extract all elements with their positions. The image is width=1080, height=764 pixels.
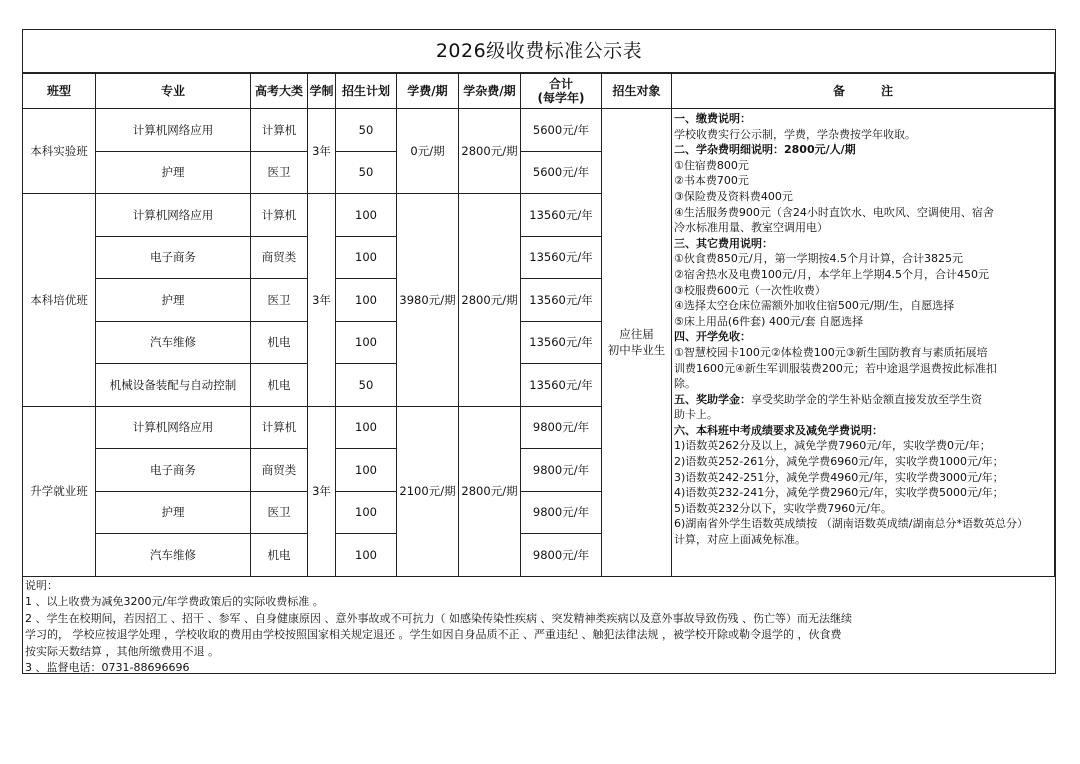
note-text: 享受奖助学金的学生补贴金额直接发放至学生资 (751, 392, 982, 406)
note-heading: 一、缴费说明： (674, 112, 751, 125)
header-row (23, 74, 1055, 109)
header-target: 招生对象 (602, 74, 672, 109)
note-line: ④生活服务费900元（含24小时直饮水、电吹风、空调使用、宿舍 (674, 205, 994, 219)
duration-cell: 3年 (308, 406, 336, 576)
total-cell: 5600元/年 (521, 109, 602, 152)
plan-cell: 100 (336, 279, 397, 322)
major-cell: 计算机网络应用 (96, 194, 251, 237)
note-line: 训费1600元④新生军训服装费200元；若中途退学退费按此标准扣 (674, 361, 997, 375)
note-line: 5)语数英232分以下，实收学费7960元/年。 (674, 501, 892, 515)
note-line: 除。 (674, 377, 696, 391)
header-major: 专业 (96, 74, 251, 109)
footer-notes (23, 577, 1055, 677)
class-type-cell: 本科培优班 (23, 194, 96, 407)
category-cell: 医卫 (251, 279, 308, 322)
note-line: ①伙食费850元/月，第一学期按4.5个月计算，合计3825元 (674, 252, 964, 266)
category-cell: 医卫 (251, 491, 308, 534)
note-line: 2)语数英252-261分，减免学费6960元/年，实收学费1000元/年； (674, 455, 1004, 469)
header-misc-fee: 学杂费/期 (459, 74, 521, 109)
page-title: 2026级收费标准公示表 (23, 30, 1055, 73)
plan-cell: 50 (336, 109, 397, 152)
note-line: 6)湖南省外学生语数英成绩按 （湖南语数英成绩/湖南总分*语数英总分） (674, 517, 1028, 531)
category-cell: 计算机 (251, 194, 308, 237)
fee-standard-sheet (22, 29, 1056, 674)
note-line: ⑤床上用品(6件套) 400元/套 自愿选择 (674, 314, 864, 328)
note-heading: 五、奖助学金： (674, 392, 751, 406)
note-line: ③保险费及资料费400元 (674, 189, 793, 203)
class-type-cell: 本科实验班 (23, 109, 96, 194)
category-cell: 机电 (251, 321, 308, 364)
class-type-cell: 升学就业班 (23, 406, 96, 576)
total-cell: 9800元/年 (521, 491, 602, 534)
category-cell: 商贸类 (251, 449, 308, 492)
footer-line: 2 、学生在校期间，若因招工 、招干 、参军 、自身健康原因 、意外事故或不可抗力（ 如感染传染性疾病 、突发精神类疾病以及意外事故导致伤残 、伤亡等）而无法继续 (25, 611, 852, 625)
header-total-label: 合计 (548, 77, 573, 91)
note-line: ①住宿费800元 (674, 158, 749, 172)
note-line: 计算，对应上面减免标准。 (674, 533, 806, 547)
category-cell: 医卫 (251, 151, 308, 194)
note-line (674, 392, 1052, 408)
footer-line: 学习的， 学校应按退学处理 ，学校收取的费用由学校按照国家相关规定退还 。学生如因自身品质不正 、严重违纪 、触犯法律法规 ，被学校开除或勒令退学的 ，伙食费 (25, 628, 842, 641)
note-line: ②宿舍热水及电费100元/月，本学年上学期4.5个月，合计450元 (674, 267, 990, 281)
total-cell: 5600元/年 (521, 151, 602, 194)
major-cell: 计算机网络应用 (96, 109, 251, 152)
target-line1: 应往届 (619, 327, 654, 342)
duration-cell: 3年 (308, 109, 336, 194)
misc-fee-cell: 2800元/期 (459, 406, 521, 576)
plan-cell: 100 (336, 449, 397, 492)
total-cell: 9800元/年 (521, 406, 602, 449)
note-heading: 六、本科班中考成绩要求及减免学费说明： (674, 423, 883, 437)
target-cell (602, 109, 672, 577)
total-cell: 13560元/年 (521, 321, 602, 364)
major-cell: 计算机网络应用 (96, 406, 251, 449)
note-heading: 四、开学免收： (674, 330, 751, 344)
major-cell: 机械设备装配与自动控制 (96, 364, 251, 407)
footer-line: 3 、监督电话：0731-88696696 (25, 661, 190, 674)
category-cell: 机电 (251, 364, 308, 407)
total-cell: 13560元/年 (521, 364, 602, 407)
plan-cell: 100 (336, 406, 397, 449)
duration-cell: 3年 (308, 194, 336, 407)
category-cell: 商贸类 (251, 236, 308, 279)
header-enroll-plan: 招生计划 (336, 74, 397, 109)
total-cell: 13560元/年 (521, 236, 602, 279)
misc-fee-cell: 2800元/期 (459, 194, 521, 407)
note-line: 4)语数英232-241分，减免学费2960元/年，实收学费5000元/年； (674, 486, 1004, 500)
header-class-type: 班型 (23, 74, 96, 109)
tuition-cell: 0元/期 (397, 109, 459, 194)
note-line: 1)语数英262分及以上，减免学费7960元/年，实收学费0元/年； (674, 439, 991, 453)
footer-line: 说明： (25, 578, 58, 592)
plan-cell: 100 (336, 321, 397, 364)
plan-cell: 100 (336, 236, 397, 279)
major-cell: 电子商务 (96, 449, 251, 492)
major-cell: 护理 (96, 491, 251, 534)
plan-cell: 100 (336, 491, 397, 534)
note-line: ③校服费600元（一次性收费） (674, 283, 826, 297)
major-cell: 护理 (96, 151, 251, 194)
header-remarks: 备 注 (672, 74, 1055, 109)
target-line2: 初中毕业生 (607, 343, 666, 358)
plan-cell: 50 (336, 151, 397, 194)
major-cell: 电子商务 (96, 236, 251, 279)
header-total-sub: (每学年) (537, 91, 585, 105)
major-cell: 汽车维修 (96, 534, 251, 577)
header-exam-category: 高考大类 (251, 74, 308, 109)
note-line: 3)语数英242-251分，减免学费4960元/年，实收学费3000元/年； (674, 470, 1004, 484)
fee-table (22, 73, 1055, 577)
note-line: ④选择太空仓床位需额外加收住宿500元/期/生，自愿选择 (674, 299, 955, 313)
header-tuition: 学费/期 (397, 74, 459, 109)
tuition-cell: 3980元/期 (397, 194, 459, 407)
total-cell: 9800元/年 (521, 534, 602, 577)
total-cell: 13560元/年 (521, 194, 602, 237)
header-duration: 学制 (308, 74, 336, 109)
note-line: 学校收费实行公示制，学费，学杂费按学年收取。 (674, 127, 916, 141)
total-cell: 9800元/年 (521, 449, 602, 492)
note-line: 助卡上。 (674, 408, 718, 422)
category-cell: 机电 (251, 534, 308, 577)
tuition-cell: 2100元/期 (397, 406, 459, 576)
footer-line: 1 、以上收费为减免3200元/年学费政策后的实际收费标准 。 (25, 595, 324, 608)
major-cell: 护理 (96, 279, 251, 322)
misc-fee-cell: 2800元/期 (459, 109, 521, 194)
plan-cell: 50 (336, 364, 397, 407)
table-row (23, 109, 1055, 152)
note-line: ①智慧校园卡100元②体检费100元③新生国防教育与素质拓展培 (674, 345, 988, 359)
category-cell: 计算机 (251, 109, 308, 152)
major-cell: 汽车维修 (96, 321, 251, 364)
category-cell: 计算机 (251, 406, 308, 449)
note-heading: 二、学杂费明细说明：2800元/人/期 (674, 143, 856, 157)
note-heading: 三、其它费用说明： (674, 236, 773, 250)
note-line: 冷水标准用量、教室空调用电） (674, 221, 828, 235)
plan-cell: 100 (336, 194, 397, 237)
footer-line: 按实际天数结算 ，其他所缴费用不退 。 (25, 644, 219, 658)
plan-cell: 100 (336, 534, 397, 577)
note-line: ②书本费700元 (674, 174, 749, 188)
remarks-cell (672, 109, 1055, 577)
header-total (521, 74, 602, 109)
total-cell: 13560元/年 (521, 279, 602, 322)
